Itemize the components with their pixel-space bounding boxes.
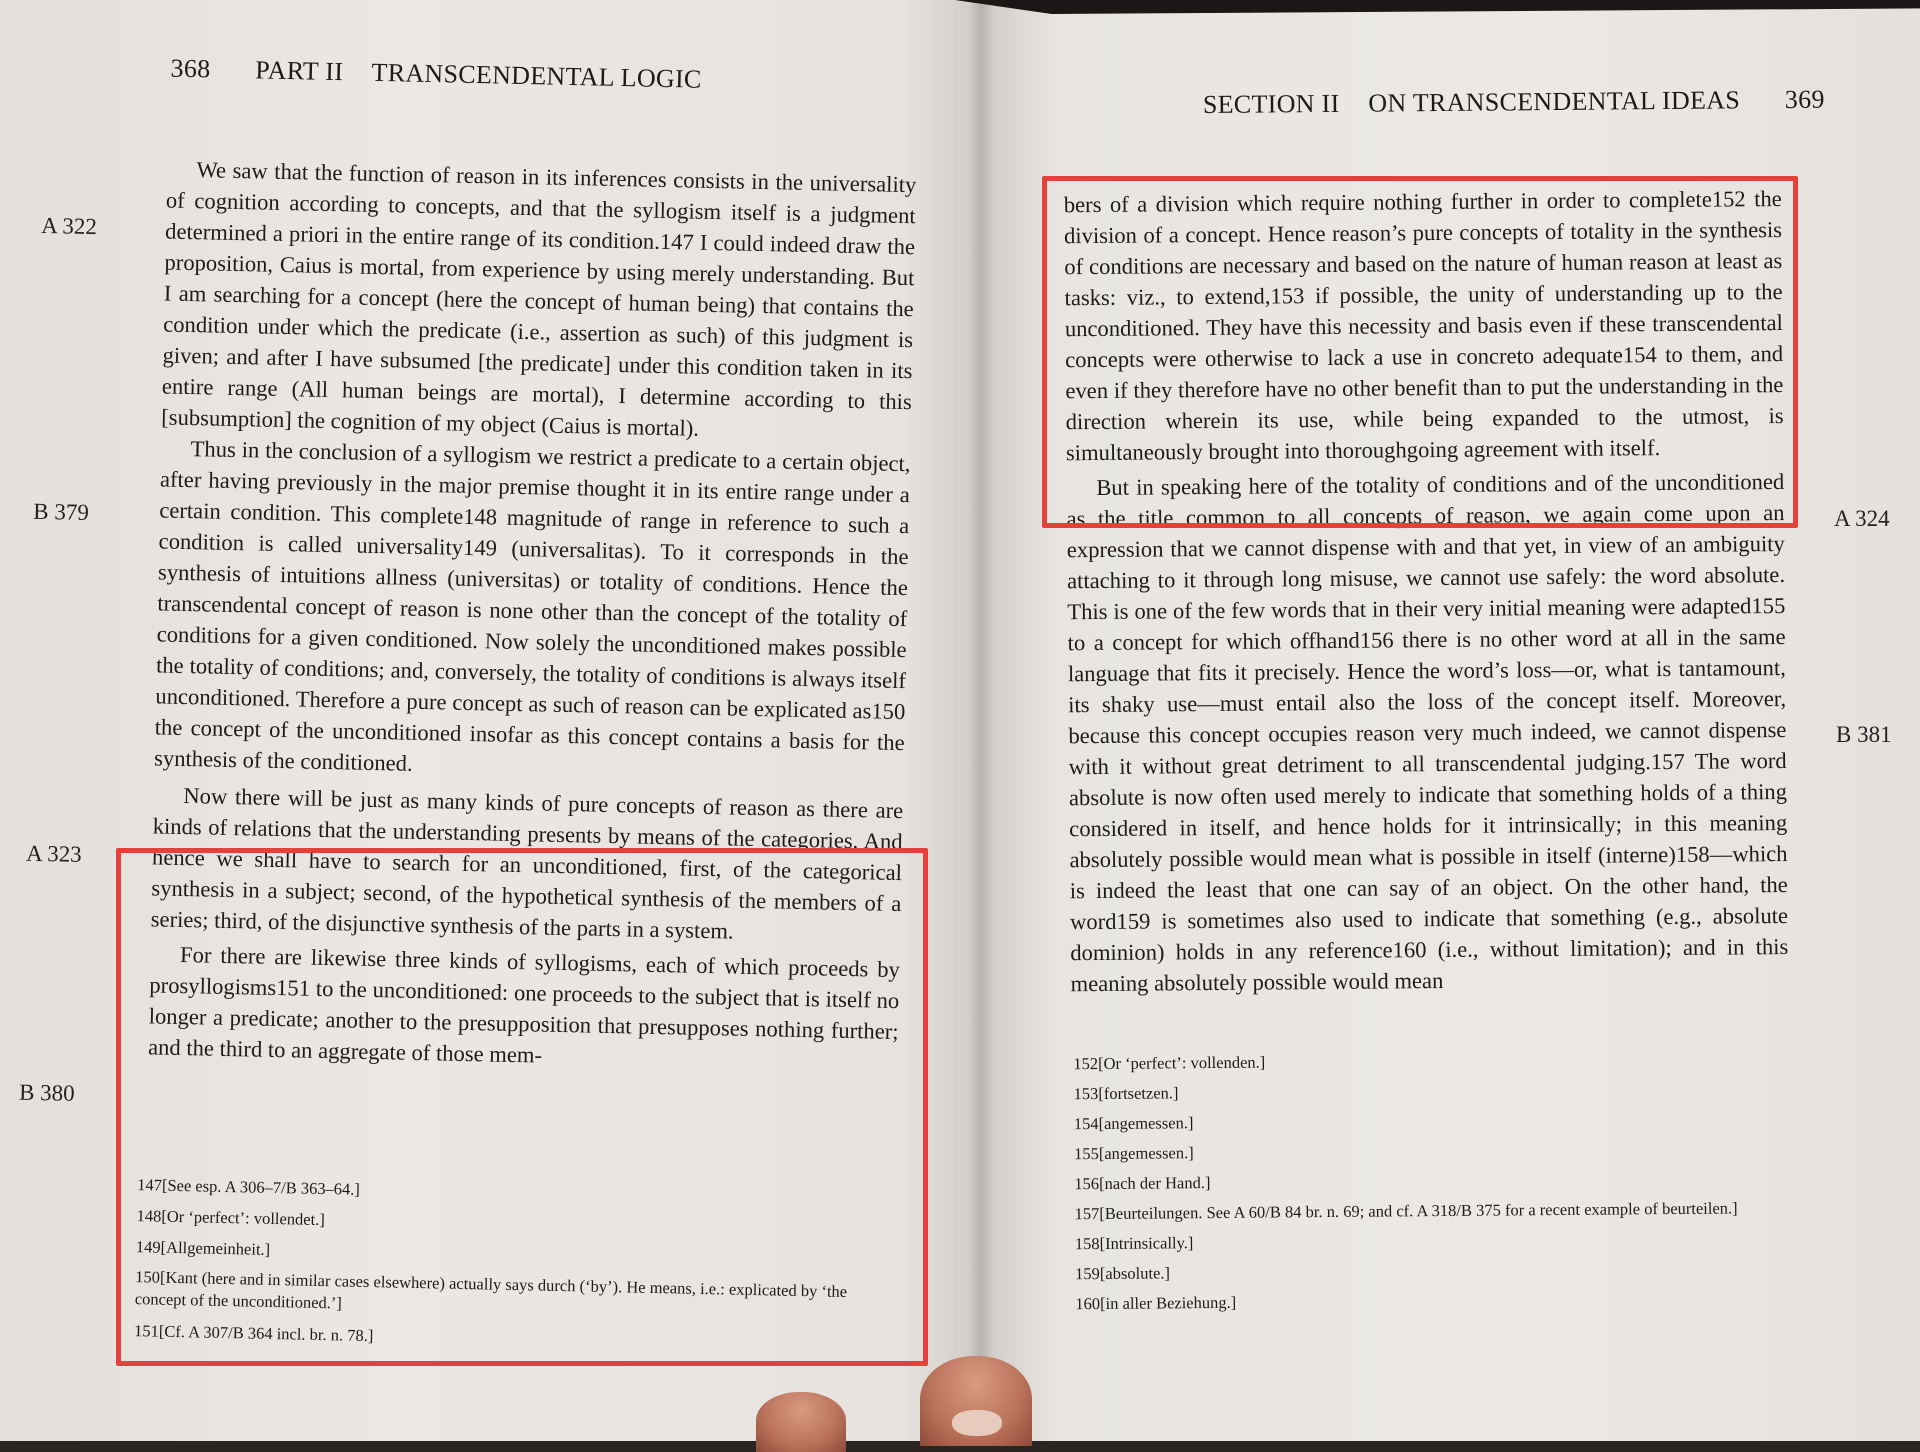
- red-highlight-box-right: [1042, 176, 1798, 528]
- paragraph: Thus in the conclusion of a syllogism we restrict a predicate to a certain object, after having previously in the major premise thought it in its entire range under a certain condition. This complete148 magnitude of range in reference to such a condition is called universality149 (universalitas). To it corresponds in the synthesis of intuitions allness (universitas) or totality of conditions. Hence the transcendental concept of reason is none other than the concept of the totality of conditions for a given conditioned. Now solely the unconditioned makes possible the totality of conditions; and, conversely, the totality of conditions is always itself unconditioned. Therefore a pure concept as such of reason can be explicated as150 the concept of the unconditioned insofar as this concept contains a basis for the synthesis of the conditioned.: [153, 436, 911, 776]
- footnote: 148[Or ‘perfect’: vollendet.]: [136, 1206, 326, 1230]
- right-footnotes: [1073, 1043, 1795, 1319]
- left-part-label: PART II: [255, 55, 344, 87]
- left-thumb: [756, 1392, 846, 1452]
- footnote: 156[nach der Hand.]: [1074, 1173, 1211, 1194]
- right-running-head: [1203, 85, 1825, 120]
- footnote: 155[angemessen.]: [1073, 1143, 1194, 1164]
- paragraph: bers of a division which require nothing further in order to complete152 the division of a concept. Hence reason’s pure concepts of totality in the synthesis of conditions are necessary and based on the nature of human reason at least as tasks: viz., to extend,153 if possible, the unity of understanding up to the unconditioned. They have this necessity and basis even if these transcendental concepts were otherwise to lack a use in concreto adequate154 to them, and even if they therefore have no other benefit than to put the understanding in the direction wherein its use, while being expanded to the utmost, is simultaneously brought into thoroughgoing agreement with itself.: [1063, 186, 1784, 466]
- footnote: 149[Allgemeinheit.]: [135, 1237, 271, 1259]
- thumbnail-nail: [952, 1410, 1002, 1436]
- paragraph: We saw that the function of reason in its inferences consists in the universality of cognition according to concepts, and that the syllogism itself is a judgment determined a priori in the entire range of its condition.147 I could indeed draw the proposition, Caius is mortal, from experience by using merely understanding. But I am searching for a concept (here the concept of human being) that contains the condition under which the predicate (i.e., assertion as such) of this judgment is given; and after I have subsumed [the predicate] under this condition taken in its entire range (All human beings are mortal), I determine according to this [subsumption] the cognition of my object (Caius is mortal).: [161, 157, 917, 441]
- left-running-head: [170, 54, 702, 95]
- left-page-title: TRANSCENDENTAL LOGIC: [371, 57, 702, 94]
- margin-ref-b379: B 379: [33, 498, 90, 525]
- footnote: 157[Beurteilungen. See A 60/B 84 br. n. 69; and cf. A 318/B 375 for a recent example of beurteilen.]: [1074, 1198, 1738, 1224]
- footnote: 151[Cf. A 307/B 364 incl. br. n. 78.]: [133, 1321, 374, 1346]
- right-page-number: 369: [1784, 84, 1825, 114]
- footnote: 159[absolute.]: [1075, 1263, 1171, 1284]
- margin-ref-a323: A 323: [25, 840, 82, 867]
- margin-ref-b380: B 380: [18, 1079, 75, 1106]
- margin-ref-a322: A 322: [41, 212, 98, 240]
- right-section-label: SECTION II: [1202, 88, 1340, 120]
- paragraph: Now there will be just as many kinds of pure concepts of reason as there are kinds of relations that the understanding presents by means of the categories. And hence we shall have to search for an unconditioned, first, of the categorical synthesis in a subject; second, of the hypothetical synthesis of the members of a series; third, of the disjunctive synthesis of the parts in a system.: [150, 783, 904, 944]
- red-highlight-box-left: [116, 848, 928, 1366]
- footnote: 152[Or ‘perfect’: vollenden.]: [1073, 1052, 1266, 1074]
- footnote: 160[in aller Beziehung.]: [1075, 1292, 1237, 1314]
- book-spine-shadow: [968, 0, 994, 1441]
- footnote: 147[See esp. A 306–7/B 363–64.]: [137, 1175, 361, 1199]
- paragraph: But in speaking here of the totality of conditions and of the unconditioned as the title common to all concepts of reason, we again come upon an expression that we cannot dispense with and that yet, in view of an ambiguity attaching to it through long misuse, we cannot use safely: the word absolute. This is one of the few words that in their very initial meaning were adapted155 to a concept for which offhand156 there is no other word at all in the same language that fits it precisely. Hence the word’s loss—or, what is tantamount, its shaky use—must entail also the loss of the concept itself. Moreover, because this concept occupies reason very much indeed, we cannot dispense with it without great detriment to all transcendental judging.157 The word absolute is now often used merely to indicate that something holds of a thing considered in itself, and hence holds for it intrinsically; in this meaning absolutely possible would mean what is possible in itself (interne)158—which is indeed the least that one can say of an object. On the other hand, the word159 is sometimes also used to indicate that something (e.g., absolute dominion) holds in any reference160 (i.e., without limitation); and in this meaning absolutely possible would mean: [1066, 469, 1789, 997]
- right-page: [980, 0, 1920, 1441]
- margin-ref-a324: A 324: [1834, 506, 1890, 531]
- right-page-title: ON TRANSCENDENTAL IDEAS: [1368, 85, 1741, 118]
- left-page-number: 368: [170, 53, 211, 84]
- margin-ref-b381: B 381: [1836, 722, 1892, 747]
- paragraph: For there are likewise three kinds of syllogisms, each of which proceeds by prosyllogisms151 to the unconditioned: one proceeds to the subject that is itself no longer a predicate; another to the presupposition that presupposes nothing further; and the third to an aggregate of those mem-: [147, 941, 901, 1068]
- footnote: 150[Kant (here and in similar cases elsewhere) actually says durch (‘by’). He means, i.e.: explicated by ‘the concept of the unconditioned.’]: [134, 1267, 848, 1313]
- footnote: 154[angemessen.]: [1073, 1113, 1194, 1134]
- footnote: 158[Intrinsically.]: [1074, 1233, 1194, 1254]
- footnote: 153[fortsetzen.]: [1073, 1083, 1179, 1104]
